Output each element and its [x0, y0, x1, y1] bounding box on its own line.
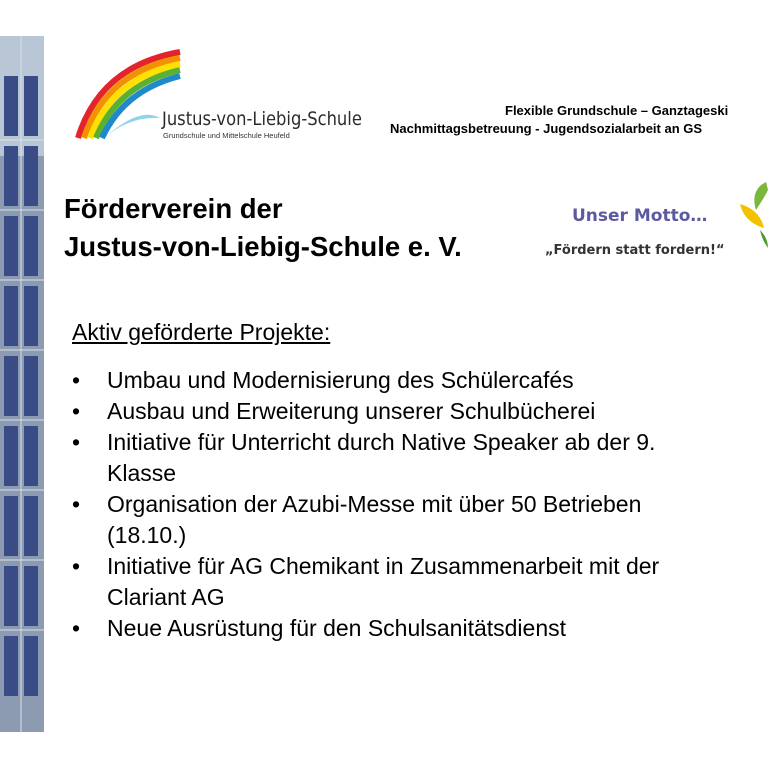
- list-item-text: Organisation der Azubi-Messe mit über 50 Betrieben (18.10.): [107, 491, 642, 548]
- section-heading: Aktiv geförderte Projekte:: [72, 319, 331, 345]
- motto-text: „Fördern statt fordern!“: [545, 243, 725, 258]
- motto-title: Unser Motto…: [572, 206, 708, 226]
- logo-school-name: Justus-von-Liebig-Schule: [162, 108, 362, 130]
- list-item: [72, 613, 659, 644]
- bullet-icon: •: [72, 367, 81, 393]
- bullet-icon: •: [72, 429, 81, 455]
- list-item: [72, 489, 659, 551]
- logo-subtitle: Grundschule und Mittelschule Heufeld: [163, 131, 290, 140]
- list-item: [72, 396, 659, 427]
- bullet-icon: •: [72, 398, 81, 424]
- title-line-1: Förderverein der: [64, 193, 283, 224]
- header-line-2: Nachmittagsbetreuung - Jugendsozialarbeit an GS: [390, 121, 703, 136]
- header-line-1: Flexible Grundschule – Ganztageski: [505, 103, 729, 118]
- bullet-icon: •: [72, 615, 81, 641]
- project-list: [72, 365, 659, 644]
- list-item-text: Ausbau und Erweiterung unserer Schulbücherei: [107, 398, 596, 424]
- bullet-icon: •: [72, 553, 81, 579]
- leaf-logo-icon: [738, 180, 768, 250]
- list-item-text: Initiative für AG Chemikant in Zusammenarbeit mit der Clariant AG: [107, 553, 660, 610]
- title-line-2: Justus-von-Liebig-Schule e. V.: [64, 231, 462, 262]
- list-item-text: Neue Ausrüstung für den Schulsanitätsdienst: [107, 615, 567, 641]
- page-title: [64, 190, 462, 266]
- list-item: [72, 427, 659, 489]
- bullet-icon: •: [72, 491, 81, 517]
- list-item: [72, 551, 659, 613]
- list-item-text: Umbau und Modernisierung des Schülercafés: [107, 367, 574, 393]
- list-item-text: Initiative für Unterricht durch Native Speaker ab der 9. Klasse: [107, 429, 656, 486]
- building-photo: [0, 36, 44, 732]
- list-item: [72, 365, 659, 396]
